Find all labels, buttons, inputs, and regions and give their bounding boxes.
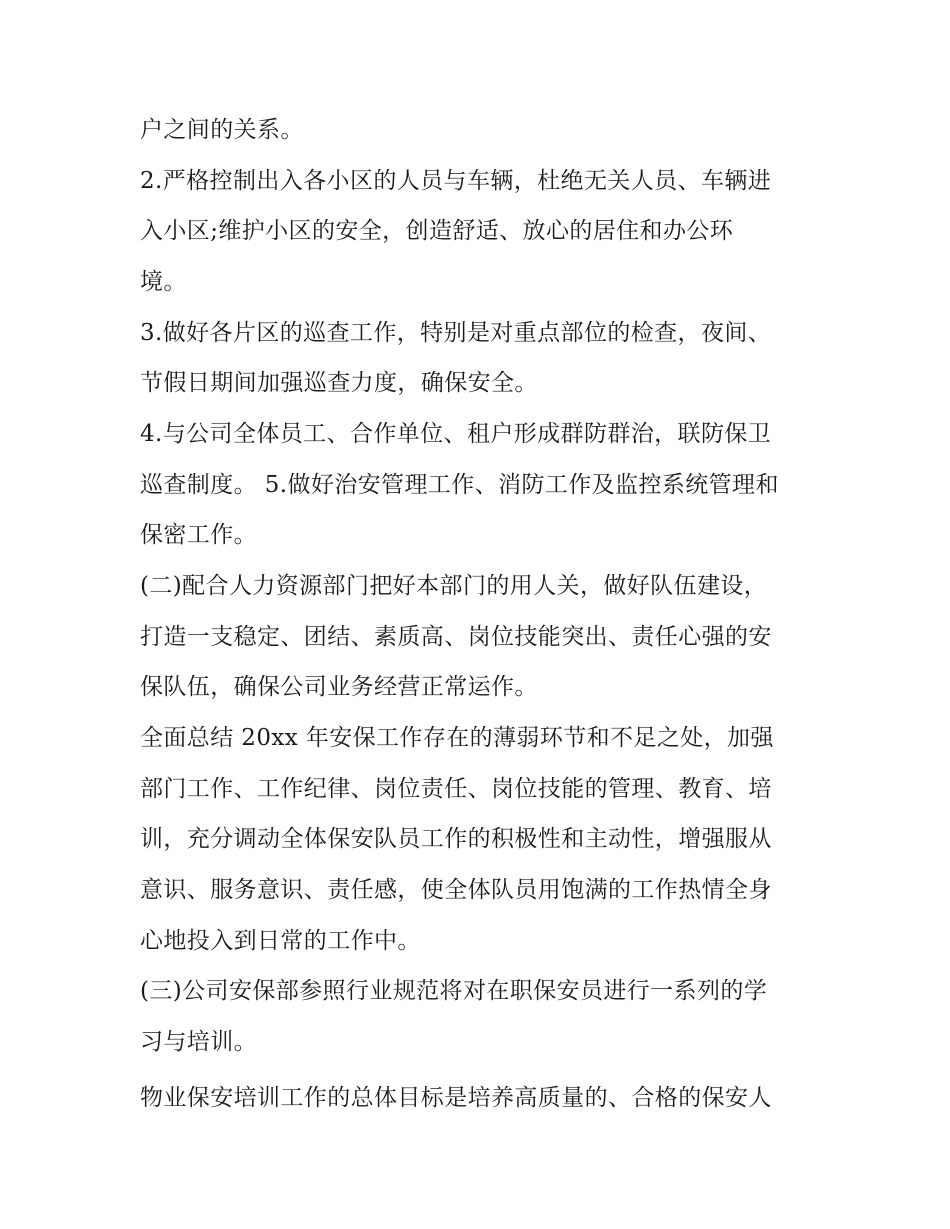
text-line: 2.严格控制出入各小区的人员与车辆，杜绝无关人员、车辆进 (140, 168, 772, 194)
text-line: 4.与公司全体员工、合作单位、租户形成群防群治，联防保卫 (140, 421, 772, 447)
text-line: 全面总结 20xx 年安保工作存在的薄弱环节和不足之处，加强 (140, 725, 774, 751)
text-line: 境。 (140, 269, 187, 295)
text-line: (三)公司安保部参照行业规范将对在职保安员进行一系列的学 (140, 978, 768, 1004)
text-line: 心地投入到日常的工作中。 (140, 928, 421, 954)
text-line: (二)配合人力资源部门把好本部门的用人关，做好队伍建设， (140, 573, 768, 599)
text-line: 保队伍，确保公司业务经营正常运作。 (140, 674, 538, 700)
text-line: 部门工作、工作纪律、岗位责任、岗位技能的管理、教育、培 (140, 776, 772, 802)
text-line: 打造一支稳定、团结、素质高、岗位技能突出、责任心强的安 (140, 624, 772, 650)
text-line: 意识、服务意识、责任感，使全体队员用饱满的工作热情全身 (140, 877, 772, 903)
text-line: 节假日期间加强巡查力度，确保安全。 (140, 370, 538, 396)
text-line: 物业保安培训工作的总体目标是培养高质量的、合格的保安人 (140, 1085, 772, 1111)
text-line: 习与培训。 (140, 1029, 257, 1055)
text-line: 户之间的关系。 (140, 117, 304, 143)
text-line: 保密工作。 (140, 522, 257, 548)
text-line: 训，充分调动全体保安队员工作的积极性和主动性，增强服从 (140, 826, 772, 852)
text-line: 入小区;维护小区的安全，创造舒适、放心的居住和办公环 (140, 218, 734, 244)
text-line: 3.做好各片区的巡查工作，特别是对重点部位的检查，夜间、 (140, 320, 772, 346)
text-line: 巡查制度。 5.做好治安管理工作、消防工作及监控系统管理和 (140, 472, 779, 498)
